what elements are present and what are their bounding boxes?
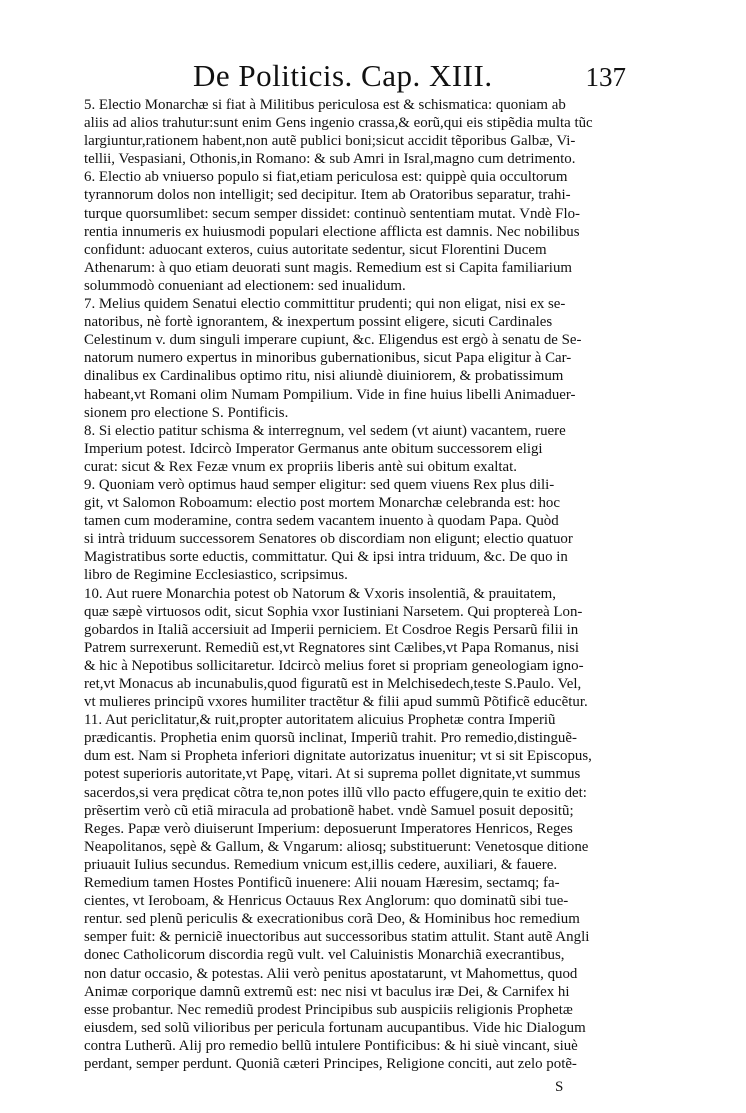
- text-line: rentia innumeris ex huiusmodi populari electione afflicta est damnis. Nec nobilibus: [84, 223, 580, 240]
- text-line: si intrà triduum successorem Senatores ob discordiam non eligunt; electio quatuor: [84, 531, 573, 548]
- text-line: 8. Si electio patitur schisma & interregnum, vel sedem (vt aiunt) vacantem, ruere: [84, 422, 566, 439]
- text-line: semper fuit: & perniciẽ inuectoribus aut successoribus statim attulit. Stant autẽ Angli: [84, 929, 590, 946]
- text-line: tellii, Vespasiani, Othonis,in Romano: & sub Amri in Isral,magno cum detrimento.: [84, 151, 576, 168]
- text-line: non datur occasio, & potestas. Alii verò penitus apostatarunt, vt Mahomettus, quod: [84, 965, 578, 982]
- text-line: prẽsertim verò cũ etiã miracula ad probationẽ habet. vndè Samuel posuit depositũ;: [84, 802, 574, 819]
- text-line: perdant, semper perdunt. Quoniã cæteri Principes, Religione conciti, aut zelo potẽ-: [84, 1055, 577, 1072]
- text-line: gobardos in Italiã accersiuit ad Imperii perniciem. Et Cosdroe Regis Persarũ filii in: [84, 621, 579, 638]
- text-line: & hic à Nepotibus sollicitaretur. Idcircò melius foret si propriam geneologiam igno-: [84, 657, 584, 674]
- text-line: quæ sæpè virtuosos odit, sicut Sophia vxor Iustiniani Narsetem. Qui proptereà Lon-: [84, 603, 583, 620]
- text-line: natoribus, nè fortè ignorantem, & inexpertum possint eligere, sicuti Cardinales: [84, 314, 553, 331]
- text-line: Patrem surrexerunt. Remediũ est,vt Regnatores sint Cælibes,vt Papa Romanus, nisi: [84, 639, 580, 656]
- text-line: Athenarum: à quo etiam deuorati sunt magis. Remedium est si Capita familiarium: [84, 259, 572, 276]
- text-line: solummodò conueniant ad electionem: sed inualidum.: [84, 277, 406, 294]
- text-line: tyrannorum dolos non intelligit; sed decipitur. Item ab Oratoribus separatur, trahi-: [84, 187, 571, 204]
- text-line: rentur. sed plenũ periculis & execrationibus corã Deo, & Hominibus hoc remedium: [84, 911, 580, 928]
- text-line: habeant,vt Romani olim Numam Pompilium. Vide in fine huius libelli Animaduer-: [84, 386, 576, 403]
- text-line: confidunt: aduocant exteros, cuius autoritate sedentur, sicut Florentini Ducem: [84, 241, 547, 258]
- text-line: dum est. Nam si Propheta inferiori dignitate autorizatus inuenitur; vt si sit Episcopus,: [84, 748, 592, 765]
- text-line: 10. Aut ruere Monarchia potest ob Natorum & Vxoris insolentiã, & prauitatem,: [84, 585, 556, 602]
- text-line: git, vt Salomon Roboamum: electio post mortem Monarchæ celebranda est: hoc: [84, 495, 560, 512]
- text-line: turque quorsumlibet: secum semper dissidet: continuò sententiam mutat. Vndè Flo-: [84, 205, 581, 222]
- text-line: 9. Quoniam verò optimus haud semper eligitur: sed quem viuens Rex plus dili-: [84, 476, 555, 493]
- text-line: Imperium potest. Idcircò Imperator Germanus ante obitum successorem eligi: [84, 440, 543, 457]
- text-line: esse probantur. Nec remediũ prodest Principibus sub auspiciis religionis Prophetæ: [84, 1001, 573, 1018]
- text-line: 11. Aut periclitatur,& ruit,propter autoritatem alicuius Prophetæ contra Imperiũ: [84, 712, 556, 729]
- text-line: cientes, vt Ieroboam, & Henricus Octauus Rex Anglorum: quo dominatũ sibi tue-: [84, 893, 569, 910]
- text-line: natorum numero expertus in minoribus gubernationibus, sicut Papa eligitur à Car-: [84, 350, 572, 367]
- text-line: 6. Electio ab vniuerso populo si fiat,etiam periculosa est: quippè quia occultorum: [84, 169, 568, 186]
- text-line: 7. Melius quidem Senatui electio committitur prudenti; qui non eligat, nisi ex se-: [84, 296, 566, 313]
- signature-mark: S: [555, 1079, 564, 1095]
- text-line: Neapolitanos, sępè & Gallum, & Vngarum: aliosq; substituerunt: Venetosque ditione: [84, 838, 589, 855]
- text-line: vt mulieres principũ vxores humiliter tractẽtur & filii apud summũ Põtificẽ educẽtur.: [84, 694, 588, 711]
- text-line: Animæ corporique damnũ extremũ est: nec nisi vt baculus iræ Dei, & Carnifex hi: [84, 983, 570, 1000]
- text-line: dinalibus ex Cardinalibus optimo ritu, nisi aliundè diuiniorem, & probatissimum: [84, 368, 564, 385]
- text-line: Remedium tamen Hostes Pontificũ inuenere: Alii nouam Hæresim, sectamq; fa-: [84, 875, 560, 892]
- text-line: contra Lutherũ. Alij pro remedio bellũ intulere Pontificibus: & hi siuè vincant, siuè: [84, 1037, 578, 1054]
- text-line: ret,vt Monacus ab incunabulis,quod figuratũ est in Melchisedech,teste S.Paulo. Vel,: [84, 676, 582, 692]
- text-line: libro de Regimine Ecclesiastico, scripsimus.: [84, 567, 348, 584]
- text-line: eiusdem, sed solũ vilioribus per pericula fortunam aucupantibus. Vide hic Dialogum: [84, 1019, 586, 1036]
- text-line: curat: sicut & Rex Fezæ vnum ex propriis liberis antè sui obitum exaltat.: [84, 458, 517, 475]
- page-number: 137: [585, 62, 626, 92]
- text-line: prædicantis. Prophetia enim quorsũ inclinat, Imperiũ trahit. Pro remedio,distinguẽ-: [84, 730, 577, 747]
- text-line: largiuntur,rationem habent,non autẽ publici boni;sicut accidit tẽporibus Galbæ, Vi-: [84, 133, 576, 150]
- text-line: sionem pro electione S. Pontificis.: [84, 404, 289, 421]
- text-line: Reges. Papæ verò diuiserunt Imperium: deposuerunt Imperatores Henricos, Reges: [84, 820, 573, 837]
- text-line: priuauit Iulius secundus. Remedium vnicum est,illis cedere, auxiliari, & fauere.: [84, 856, 558, 873]
- text-line: Magistratibus sorte eductis, committatur. Qui & ipsi intra triduum, &c. De quo in: [84, 549, 568, 566]
- text-line: sacerdos,si vera prędicat cõtra te,non potes illũ vllo pacto effugere,quin te exitio det:: [84, 784, 587, 801]
- text-line: potest superioris autoritate,vt Papę, vitari. At si suprema pollet dignitate,vt summus: [84, 766, 581, 783]
- body-text: [84, 96, 632, 1073]
- text-line: aliis ad alios trahutur:sunt enim Gens ingenio crassa,& eorũ,qui eis stipẽdia multa tũc: [84, 115, 593, 132]
- running-head: [0, 58, 746, 98]
- page-title: De Politicis. Cap. XIII.: [193, 58, 493, 93]
- text-line: Celestinum v. dum singuli imperare cupiunt, &c. Eligendus est ergò à senatu de Se-: [84, 332, 582, 349]
- text-line: 5. Electio Monarchæ si fiat à Militibus periculosa est & schismatica: quoniam ab: [84, 97, 566, 113]
- text-line: donec Catholicorum discordia regũ vult. vel Caluinistis Monarchiã execrantibus,: [84, 947, 565, 964]
- text-line: tamen cum moderamine, contra sedem vacantem inuento à quodam Papa. Quòd: [84, 513, 559, 530]
